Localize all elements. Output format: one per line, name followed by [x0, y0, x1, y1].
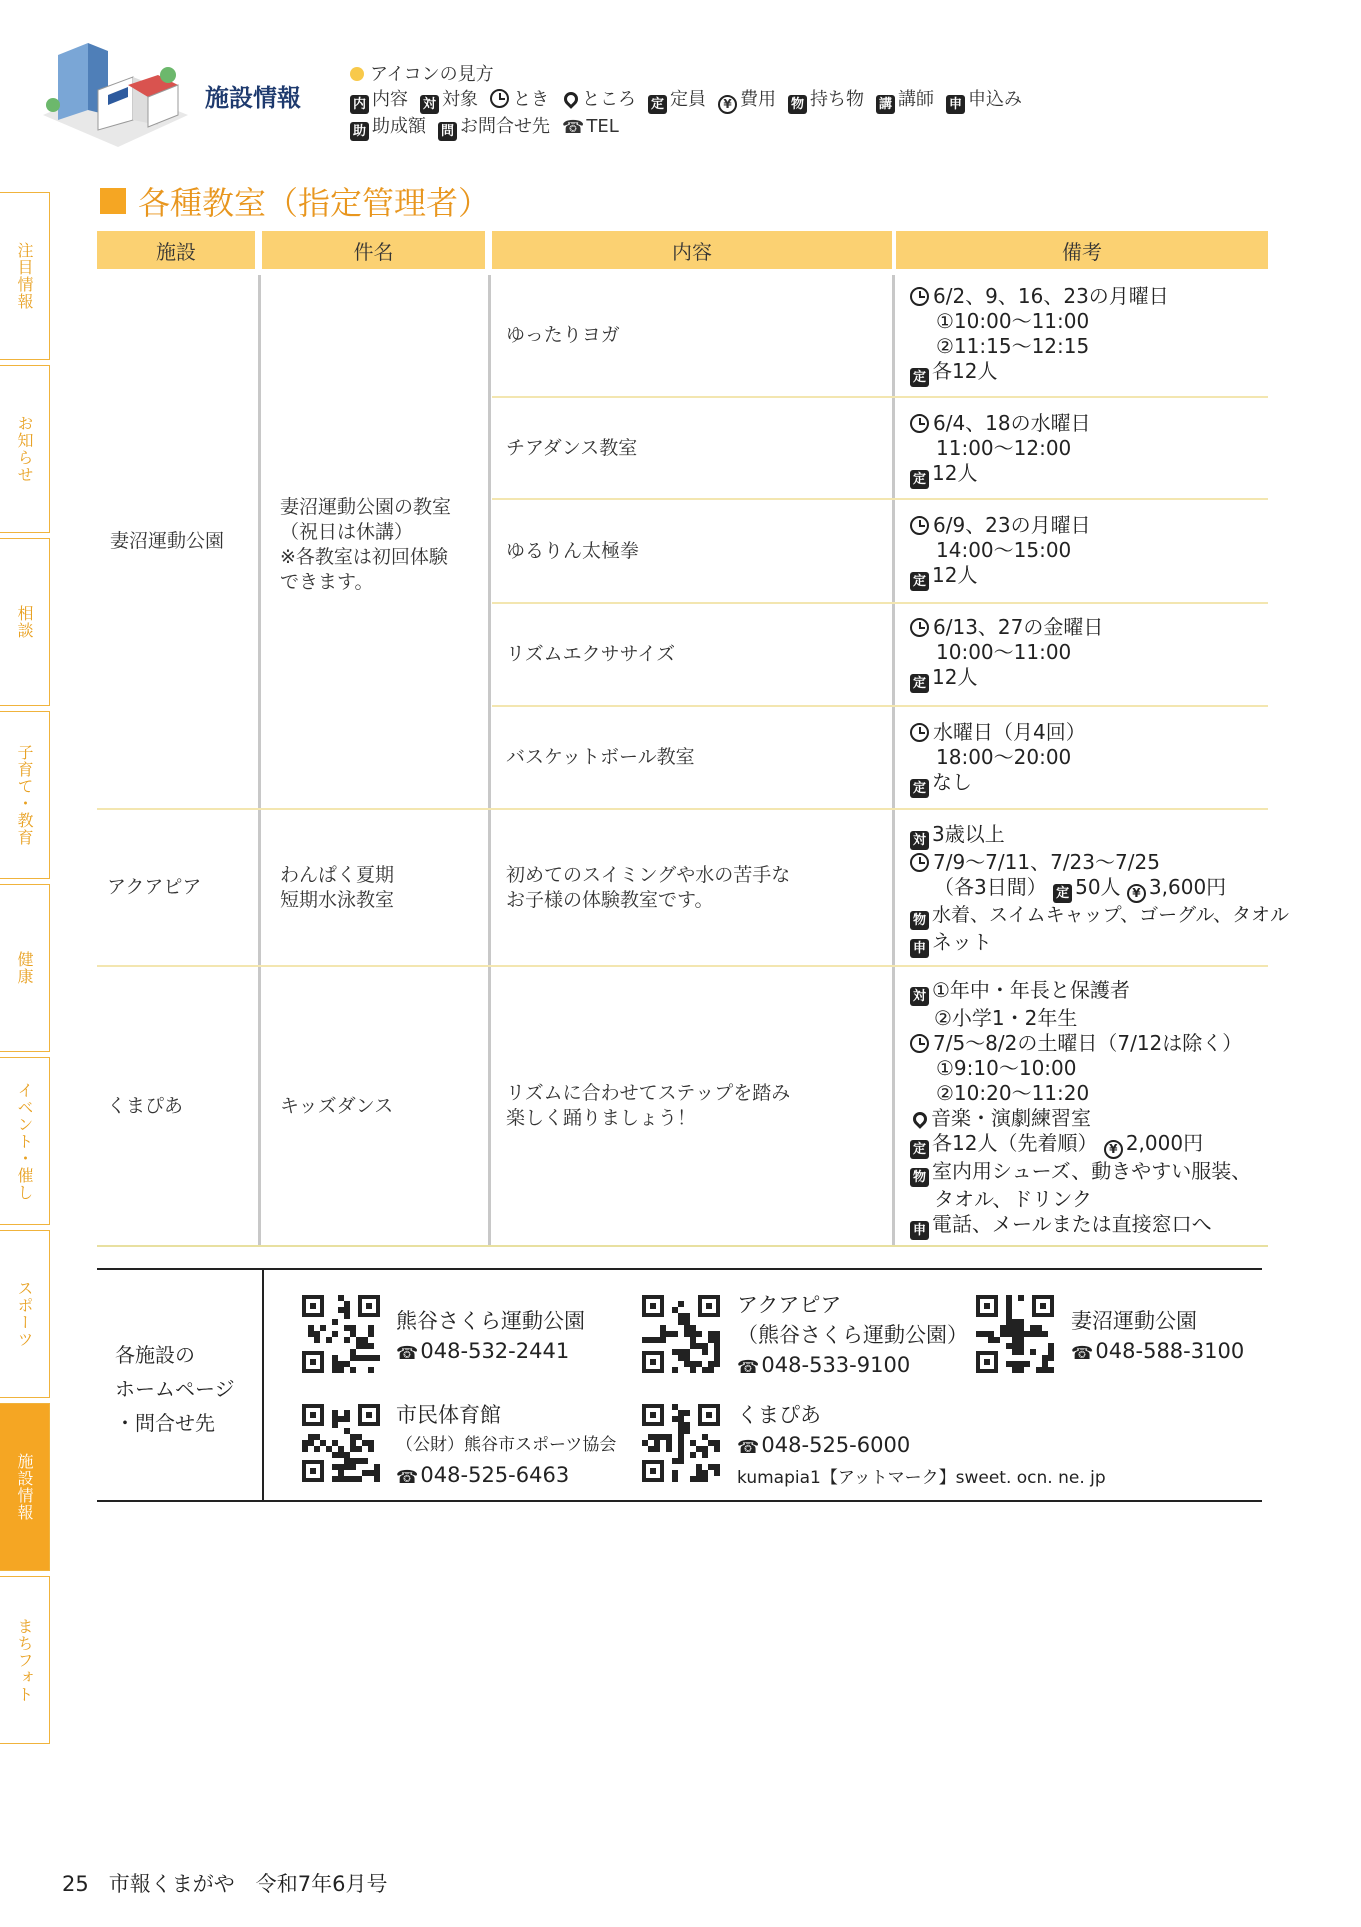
notes-cell: 対 ①年中・年長と保護者 ②小学1・2年生 7/5～8/2の土曜日（7/12は除く） ①9:10～10:00 ②10:20～11:20 音楽・演劇練習室 定 各12人（先着順） ¥ 2,000円 物 室内用シューズ、動きやすい服装、 タオル、ドリンク 申 電話、メールまたは直接窓口へ — [910, 978, 1251, 1240]
content-cell: ゆったりヨガ — [506, 324, 620, 346]
clock-icon — [910, 618, 929, 637]
qr-module — [350, 1464, 356, 1470]
qr-module — [702, 1476, 708, 1482]
yen-icon: ¥ — [718, 95, 737, 114]
content-cell: ゆるりん太極拳 — [506, 539, 640, 562]
qr-module — [672, 1331, 678, 1337]
yen-icon: ¥ — [1127, 884, 1146, 903]
qr-code-icon[interactable] — [642, 1295, 720, 1373]
legend-item: 対 対象 — [420, 87, 478, 114]
qr-module — [1030, 1349, 1036, 1355]
qr-module — [344, 1313, 350, 1319]
content-cell: バスケットボール教室 — [506, 746, 695, 768]
qr-module — [320, 1325, 326, 1331]
qr-module — [350, 1367, 356, 1373]
clock-icon — [490, 89, 509, 108]
page-number: 25 — [62, 1872, 89, 1896]
qr-module — [302, 1446, 308, 1452]
phone-number[interactable]: 048-525-6463 — [420, 1463, 570, 1487]
legend-title-row — [350, 62, 1034, 87]
belongings-icon: 物 — [910, 911, 929, 930]
clock-icon — [910, 414, 929, 433]
qr-module — [1024, 1361, 1030, 1367]
icon-legend — [350, 62, 1034, 141]
contact-item: くまぴあ ☎048-525-6000 kumapia1【アットマーク】sweet. ocn. ne. jp — [737, 1400, 1106, 1493]
qr-module — [994, 1337, 1000, 1343]
subject-cell: わんぱく夏期 短期水泳教室 — [280, 863, 395, 911]
legend-item: 助 助成額 — [350, 114, 426, 141]
clock-icon — [910, 287, 929, 306]
apply-icon: 申 — [946, 95, 965, 114]
qr-module — [314, 1337, 320, 1343]
qr-module — [362, 1458, 368, 1464]
qr-module — [672, 1367, 678, 1373]
qr-module — [344, 1416, 350, 1422]
clock-icon — [910, 1034, 929, 1053]
content-cell: チアダンス教室 — [506, 436, 638, 459]
legend-item: ☎ TEL — [562, 116, 619, 138]
qr-module — [672, 1476, 678, 1482]
qr-code-icon[interactable] — [302, 1295, 380, 1373]
belongings-icon: 物 — [788, 95, 807, 114]
location-pin-icon — [561, 89, 581, 109]
side-tab-photos[interactable]: まちフォト — [0, 1576, 50, 1744]
subsidy-icon: 助 — [350, 122, 369, 141]
clock-icon — [910, 516, 929, 535]
buildings-illustration — [38, 35, 193, 150]
divider — [262, 1270, 264, 1500]
phone-icon: ☎ — [396, 1467, 419, 1488]
qr-module — [332, 1319, 338, 1325]
qr-code-icon[interactable] — [302, 1404, 380, 1482]
contact-item: 市民体育館 （公財）熊谷市スポーツ協会 ☎048-525-6463 — [396, 1400, 616, 1493]
qr-module — [714, 1470, 720, 1476]
qr-module — [708, 1367, 714, 1373]
content-cell: 初めてのスイミングや水の苦手な お子様の体験教室です。 — [506, 863, 791, 911]
content-cell: リズムエクササイズ — [506, 643, 676, 665]
qr-module — [654, 1446, 660, 1452]
legend-row-1 — [350, 87, 1034, 114]
qr-module — [1018, 1295, 1024, 1301]
qr-module — [332, 1422, 338, 1428]
location-pin-icon — [910, 1109, 930, 1129]
phone-icon: ☎ — [737, 1437, 760, 1458]
qr-module — [368, 1343, 374, 1349]
legend-row-2 — [350, 114, 1034, 141]
phone-number[interactable]: 048-525-6000 — [761, 1433, 911, 1457]
capacity-icon: 定 — [910, 1140, 929, 1159]
qr-module — [356, 1446, 362, 1452]
divider — [97, 1500, 1262, 1502]
side-tab-consultation[interactable]: 相談 — [0, 538, 50, 706]
side-tab-sports[interactable]: スポーツ — [0, 1230, 50, 1398]
target-icon: 対 — [420, 95, 439, 114]
header-subject: 件名 — [262, 231, 485, 269]
section-label: 施設情報 — [205, 84, 301, 112]
legend-item: 定 定員 — [648, 87, 706, 114]
section-title: 各種教室（指定管理者） — [100, 178, 490, 224]
apply-icon: 申 — [910, 939, 929, 958]
legend-item: とき — [490, 87, 549, 112]
qr-module — [714, 1361, 720, 1367]
legend-item: 問 お問合せ先 — [438, 114, 550, 141]
qr-module — [666, 1446, 672, 1452]
qr-module — [696, 1331, 702, 1337]
qr-module — [368, 1446, 374, 1452]
qr-module — [326, 1337, 332, 1343]
square-icon — [100, 188, 126, 214]
qr-module — [374, 1476, 380, 1482]
subject-cell: 妻沼運動公園の教室 （祝日は休講） ※各教室は初回体験 できます。 — [280, 496, 452, 593]
divider — [97, 1268, 1262, 1270]
contact-item: アクアピア （熊谷さくら運動公園） ☎048-533-9100 — [737, 1290, 968, 1383]
notes-cell: 6/9、23の月曜日 14:00～15:00 定 12人 — [910, 513, 1091, 591]
phone-icon: ☎ — [562, 117, 585, 138]
qr-module — [678, 1458, 684, 1464]
apply-icon: 申 — [910, 1221, 929, 1240]
qr-module — [684, 1428, 690, 1434]
capacity-icon: 定 — [910, 470, 929, 489]
capacity-icon: 定 — [910, 368, 929, 387]
capacity-icon: 定 — [1053, 884, 1072, 903]
qr-module — [314, 1446, 320, 1452]
notes-cell: 対 3歳以上 7/9～7/11、7/23～7/25 （各3日間） 定 50人 ¥ 3,600円 物 水着、スイムキャップ、ゴーグル、タオル 申 ネット — [910, 822, 1289, 958]
qr-module — [702, 1349, 708, 1355]
qr-module — [690, 1452, 696, 1458]
qr-module — [660, 1337, 666, 1343]
qr-code-icon[interactable] — [976, 1295, 1054, 1373]
qr-module — [1048, 1355, 1054, 1361]
contact-item: 妻沼運動公園 ☎048-588-3100 — [1071, 1306, 1244, 1369]
notes-cell: 6/2、9、16、23の月曜日 ①10:00～11:00 ②11:15～12:15 定 各12人 — [910, 284, 1169, 387]
qr-module — [702, 1452, 708, 1458]
legend-item: 講 講師 — [876, 87, 934, 114]
facility-cell: アクアピア — [107, 876, 202, 898]
legend-item: 申 申込み — [946, 87, 1022, 114]
phone-icon: ☎ — [1071, 1343, 1094, 1364]
qr-module — [368, 1331, 374, 1337]
yen-icon: ¥ — [1104, 1140, 1123, 1159]
qr-module — [374, 1355, 380, 1361]
footer — [62, 1868, 388, 1898]
header-facility: 施設 — [97, 231, 255, 269]
side-tab-news[interactable]: お知らせ — [0, 365, 50, 533]
legend-item: ところ — [561, 87, 636, 112]
phone-number[interactable]: 048-588-3100 — [1095, 1339, 1245, 1363]
contact-item: 熊谷さくら運動公園 ☎048-532-2441 — [396, 1306, 585, 1369]
qr-module — [344, 1337, 350, 1343]
target-icon: 対 — [910, 831, 929, 850]
qr-module — [356, 1476, 362, 1482]
facility-cell: くまぴあ — [107, 1094, 184, 1117]
clock-icon — [910, 853, 929, 872]
target-icon: 対 — [910, 987, 929, 1006]
qr-code-icon[interactable] — [642, 1404, 720, 1482]
phone-icon: ☎ — [737, 1357, 760, 1378]
legend-item: 物 持ち物 — [788, 87, 864, 114]
notes-cell: 6/4、18の水曜日 11:00～12:00 定 12人 — [910, 411, 1091, 489]
phone-icon: ☎ — [396, 1343, 419, 1364]
header-content: 内容 — [492, 231, 892, 269]
notes-cell: 水曜日（月4回） 18:00～20:00 定 なし — [910, 720, 1086, 798]
side-tab-facilities[interactable]: 施設情報 — [0, 1403, 50, 1571]
capacity-icon: 定 — [648, 95, 667, 114]
qr-module — [368, 1367, 374, 1373]
qr-module — [1018, 1367, 1024, 1373]
capacity-icon: 定 — [910, 779, 929, 798]
side-tab-childcare[interactable]: 子育て・教育 — [0, 711, 50, 879]
qr-module — [1042, 1331, 1048, 1337]
belongings-icon: 物 — [910, 1168, 929, 1187]
qr-module — [714, 1446, 720, 1452]
legend-item: ¥ 費用 — [718, 87, 776, 114]
qr-module — [690, 1367, 696, 1373]
contacts-label: 各施設の ホームページ ・問合せ先 — [115, 1343, 235, 1435]
qr-module — [338, 1367, 344, 1373]
legend-item: 内 内容 — [350, 87, 408, 114]
legend-title: アイコンの見方 — [370, 64, 494, 85]
qr-module — [332, 1331, 338, 1337]
inquiry-icon: 問 — [438, 122, 457, 141]
notes-cell: 6/13、27の金曜日 10:00～11:00 定 12人 — [910, 615, 1103, 693]
qr-module — [684, 1410, 690, 1416]
phone-number[interactable]: 048-533-9100 — [761, 1353, 911, 1377]
header-notes: 備考 — [896, 231, 1268, 269]
publication-title: 市報くまがや 令和7年6月号 — [108, 1872, 388, 1896]
content-icon: 内 — [350, 95, 369, 114]
capacity-icon: 定 — [910, 572, 929, 591]
content-cell: リズムに合わせてステップを踏み 楽しく踊りましょう！ — [506, 1082, 791, 1129]
side-tab-attention[interactable]: 注目情報 — [0, 192, 50, 360]
side-tab-events[interactable]: イベント・催し — [0, 1057, 50, 1225]
bullet-icon — [350, 67, 364, 81]
email-address[interactable]: kumapia1【アットマーク】sweet. ocn. ne. jp — [737, 1468, 1106, 1488]
capacity-icon: 定 — [910, 674, 929, 693]
instructor-icon: 講 — [876, 95, 895, 114]
qr-module — [678, 1301, 684, 1307]
side-tab-health[interactable]: 健康 — [0, 884, 50, 1052]
clock-icon — [910, 723, 929, 742]
facility-cell: 妻沼運動公園 — [110, 530, 225, 552]
subject-cell: キッズダンス — [280, 1094, 394, 1117]
qr-module — [1018, 1349, 1024, 1355]
qr-module — [1048, 1367, 1054, 1373]
phone-number[interactable]: 048-532-2441 — [420, 1339, 570, 1363]
